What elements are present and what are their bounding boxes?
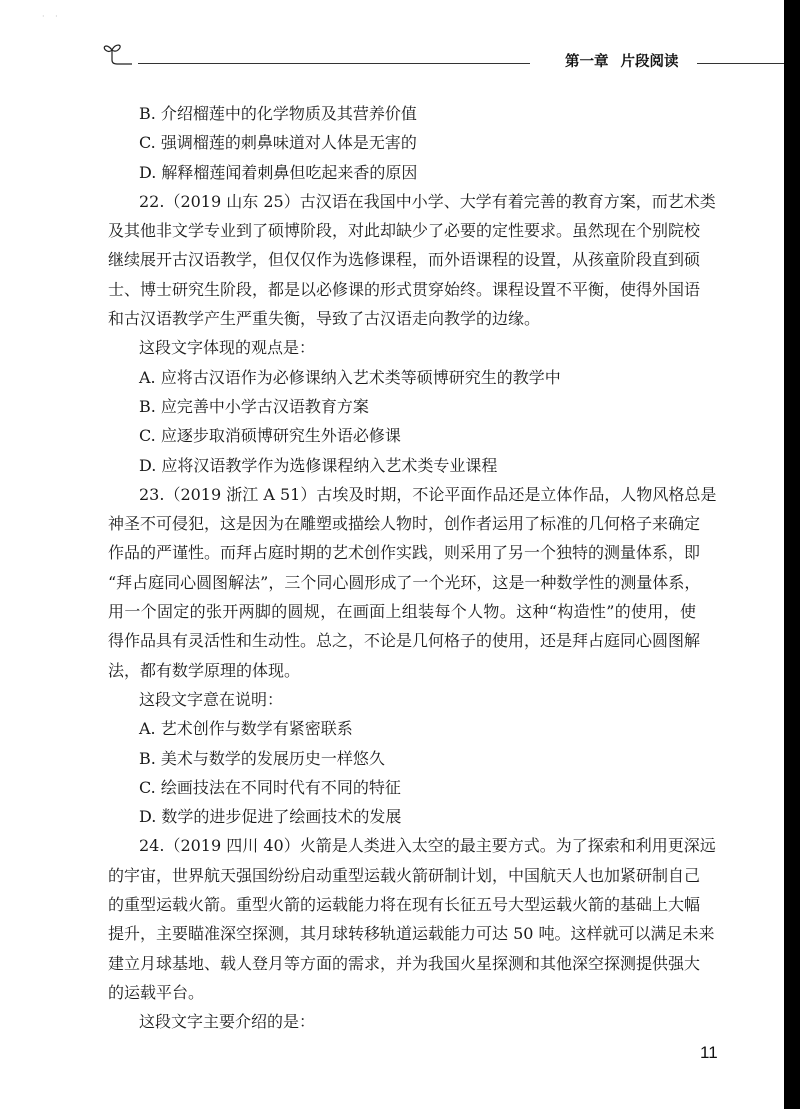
- page-body: [108, 99, 717, 1037]
- question-body-line: 得作品具有灵活性和生动性。总之，不论是几何格子的使用，还是拜占庭同心圆图解: [108, 631, 701, 651]
- sprout-icon: [102, 40, 132, 68]
- option-line: B. 美术与数学的发展历史一样悠久: [139, 748, 385, 768]
- question-body-line: “拜占庭同心圆图解法”，三个同心圆形成了一个光环，这是一种数学性的测量体系，: [108, 572, 701, 592]
- question-body-line: 用一个固定的张开两脚的圆规，在画面上组装每个人物。这种“构造性”的使用，使: [108, 602, 696, 622]
- scan-artifact: · ·: [42, 12, 62, 21]
- question-22-start: 22.（2019 山东 25）古汉语在我国中小学、大学有着完善的教育方案，而艺术类: [139, 191, 716, 211]
- question-body-line: 及其他非文学专业到了硕博阶段，对此却缺少了必要的定性要求。虽然现在个别院校: [108, 221, 701, 241]
- option-line: C. 强调榴莲的刺鼻味道对人体是无害的: [139, 133, 417, 153]
- question-body-line: 继续展开古汉语教学，但仅仅作为选修课程，而外语课程的设置，从孩童阶段直到硕: [108, 250, 701, 270]
- option-line: C. 应逐步取消硕博研究生外语必修课: [139, 426, 401, 446]
- question-body-line: 的运载平台。: [108, 982, 205, 1002]
- page-number: 11: [700, 1043, 718, 1062]
- option-line: B. 介绍榴莲中的化学物质及其营养价值: [139, 104, 417, 123]
- chapter-number: 第一章: [565, 54, 609, 70]
- question-prompt: 这段文字意在说明：: [139, 689, 284, 709]
- question-prompt: 这段文字体现的观点是：: [139, 338, 316, 358]
- scan-edge-bar: [784, 0, 800, 1109]
- question-body-line: 的重型运载火箭。重型火箭的运载能力将在现有长征五号大型运载火箭的基础上大幅: [108, 895, 701, 915]
- header-rule-left: [138, 63, 530, 64]
- question-24-start: 24.（2019 四川 40）火箭是人类进入太空的最主要方式。为了探索和利用更深远: [139, 836, 716, 856]
- question-body-line: 和古汉语教学产生严重失衡，导致了古汉语走向教学的边缘。: [108, 309, 541, 329]
- option-line: A. 应将古汉语作为必修课纳入艺术类等硕博研究生的教学中: [139, 367, 561, 387]
- option-line: D. 应将汉语教学作为选修课程纳入艺术类专业课程: [139, 455, 498, 475]
- question-body-line: 的宇宙，世界航天强国纷纷启动重型运载火箭研制计划，中国航天人也加紧研制自己: [108, 865, 701, 885]
- question-body-line: 提升，主要瞄准深空探测，其月球转移轨道运载能力可达 50 吨。这样就可以满足未来: [108, 924, 715, 944]
- chapter-title: [565, 50, 679, 71]
- question-body-line: 士、博士研究生阶段，都是以必修课的形式贯穿始终。课程设置不平衡，使得外国语: [108, 279, 701, 299]
- question-body-line: 法，都有数学原理的体现。: [108, 660, 301, 680]
- section-title: 片段阅读: [620, 54, 679, 70]
- question-body-line: 作品的严谨性。而拜占庭时期的艺术创作实践，则采用了另一个独特的测量体系，即: [108, 543, 701, 563]
- running-header: [0, 0, 784, 90]
- option-line: D. 解释榴莲闻着刺鼻但吃起来香的原因: [139, 162, 418, 182]
- option-line: B. 应完善中小学古汉语教育方案: [139, 396, 369, 416]
- question-body-line: 神圣不可侵犯，这是因为在雕塑或描绘人物时，创作者运用了标准的几何格子来确定: [108, 514, 701, 534]
- option-line: D. 数学的进步促进了绘画技术的发展: [139, 807, 402, 827]
- option-line: A. 艺术创作与数学有紧密联系: [139, 719, 353, 739]
- question-23-start: 23.（2019 浙江 A 51）古埃及时期，不论平面作品还是立体作品，人物风格总是: [139, 484, 717, 504]
- option-line: C. 绘画技法在不同时代有不同的特征: [139, 777, 401, 797]
- question-prompt: 这段文字主要介绍的是：: [139, 1012, 316, 1032]
- header-rule-right: [697, 63, 784, 64]
- question-body-line: 建立月球基地、载人登月等方面的需求，并为我国火星探测和其他深空探测提供强大: [108, 953, 701, 973]
